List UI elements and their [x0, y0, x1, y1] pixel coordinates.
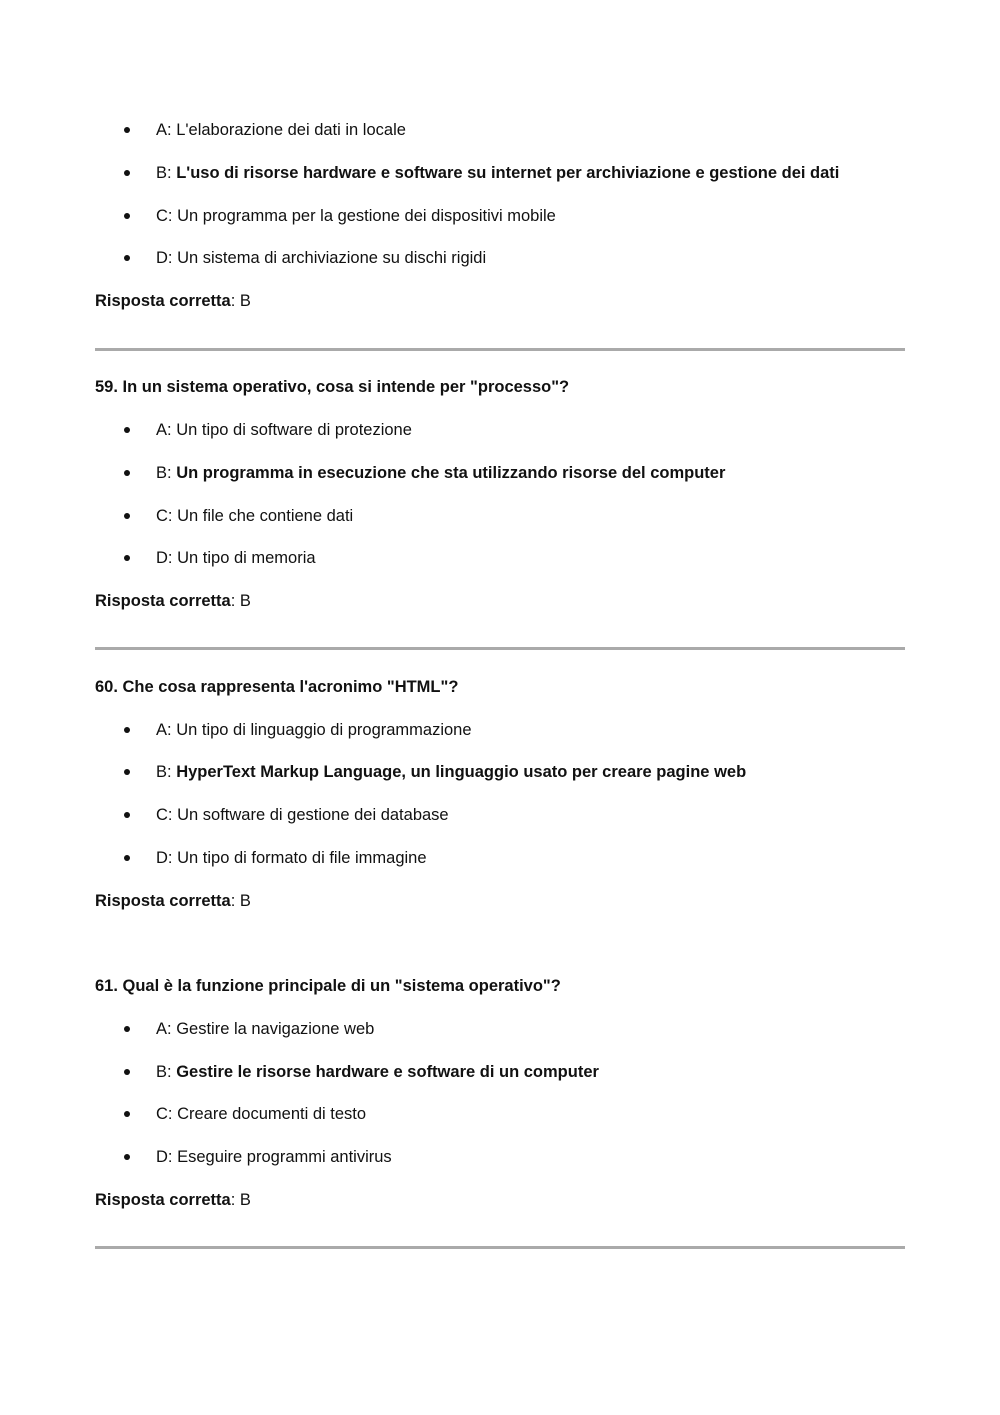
question-title: 59. In un sistema operativo, cosa si intende per "processo"?: [95, 378, 570, 396]
question-title: 60. Che cosa rappresenta l'acronimo "HTML"?: [95, 678, 459, 696]
option-text: Un tipo di software di protezione: [176, 421, 412, 439]
bullet-icon: [124, 255, 130, 261]
option-text: Un tipo di linguaggio di programmazione: [176, 721, 472, 739]
bullet-icon: [124, 727, 130, 733]
correct-answer: Risposta corretta: B: [95, 1191, 251, 1209]
option-text: Un programma per la gestione dei dispositivi mobile: [177, 207, 556, 225]
bullet-icon: [124, 555, 130, 561]
option-text: Gestire la navigazione web: [176, 1020, 375, 1038]
section-divider: [95, 1246, 905, 1249]
question-title: 61. Qual è la funzione principale di un "sistema operativo"?: [95, 977, 561, 995]
option-text: Un tipo di formato di file immagine: [177, 849, 427, 867]
option-text: Eseguire programmi antivirus: [177, 1148, 392, 1166]
option-text: Un sistema di archiviazione su dischi rigidi: [177, 249, 487, 267]
bullet-icon: [124, 513, 130, 519]
bullet-icon: [124, 1154, 130, 1160]
bullet-icon: [124, 213, 130, 219]
bullet-icon: [124, 470, 130, 476]
section-divider: [95, 348, 905, 351]
option-text-correct: Gestire le risorse hardware e software di un computer: [176, 1063, 599, 1081]
bullet-icon: [124, 1069, 130, 1075]
option-text-correct: HyperText Markup Language, un linguaggio usato per creare pagine web: [176, 763, 747, 781]
option-text: L'elaborazione dei dati in locale: [176, 121, 406, 139]
bullet-icon: [124, 812, 130, 818]
correct-answer: Risposta corretta: B: [95, 292, 251, 310]
option-text-correct: Un programma in esecuzione che sta utilizzando risorse del computer: [176, 464, 726, 482]
bullet-icon: [124, 1111, 130, 1117]
document-page: A: L'elaborazione dei dati in locale B: L'uso di risorse hardware e software su internet per archiviazione e gestione dei dati C: Un programma per la gestione dei dispositivi mobile D: Un sistema di archiviazione su dischi rigidi Risposta corretta: B 59. In un sistema operativo, cosa si intende per "processo"? A: Un tipo di software di protezione B: Un programma in esecuzione che sta utilizzando risorse del computer C: Un file che contiene dati D: Un tipo di memoria Risposta corretta: B 60. Che cosa rappresenta l'acronimo "HTML"? A: Un tipo di linguaggio di programmazione B: HyperText Markup Language, un linguaggio usato per creare pagine web C: Un software di gestione dei database D: Un tipo di formato di file immagine Risposta corretta: B 61. Qual è la funzione principale di un "sistema operativo"? A: Gestire la navigazione web B: Gestire le risorse hardware e software di un computer C: Creare documenti di testo D: Eseguire programmi antivirus Risposta corretta: B: [0, 0, 1000, 1415]
option-text-correct: L'uso di risorse hardware e software su internet per archiviazione e gestione dei dati: [176, 164, 840, 182]
option-text: Un file che contiene dati: [177, 507, 354, 525]
bullet-icon: [124, 1026, 130, 1032]
bullet-icon: [124, 769, 130, 775]
bullet-icon: [124, 855, 130, 861]
correct-answer: Risposta corretta: B: [95, 892, 251, 910]
option-text: Creare documenti di testo: [177, 1105, 367, 1123]
correct-answer: Risposta corretta: B: [95, 592, 251, 610]
option-text: Un software di gestione dei database: [177, 806, 449, 824]
option-text: Un tipo di memoria: [177, 549, 316, 567]
bullet-icon: [124, 127, 130, 133]
section-divider: [95, 647, 905, 650]
bullet-icon: [124, 170, 130, 176]
bullet-icon: [124, 427, 130, 433]
